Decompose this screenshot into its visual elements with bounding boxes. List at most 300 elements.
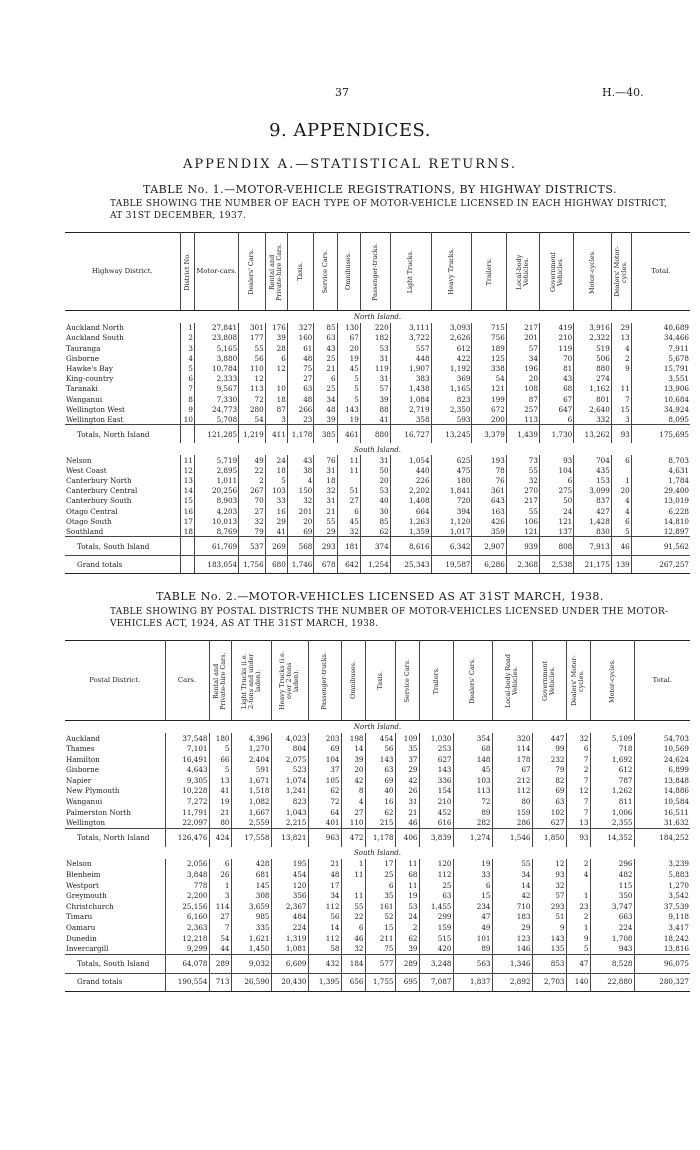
column-header: Local-body Road Vehicles. bbox=[492, 641, 532, 721]
cell-value: 34 bbox=[308, 891, 341, 902]
cell-value: 89 bbox=[453, 807, 492, 818]
cell-value: 25 bbox=[314, 384, 337, 394]
cell-value: 32 bbox=[566, 733, 590, 744]
cell-value: 150 bbox=[287, 486, 314, 496]
cell-value: 8,769 bbox=[194, 527, 238, 537]
cell-value: 160 bbox=[287, 333, 314, 343]
appendix-heading: APPENDIX A.—STATISTICAL RETURNS. bbox=[182, 157, 518, 172]
cell-value: 139 bbox=[611, 556, 631, 574]
column-header: Rental and Private-hire Cars. bbox=[209, 641, 231, 721]
document-reference: H.—40. bbox=[602, 86, 644, 99]
table-row bbox=[65, 944, 690, 955]
column-header: Dealers' Motor-cycles. bbox=[566, 641, 590, 721]
cell-value: 82 bbox=[532, 775, 566, 786]
cell-value: 81 bbox=[539, 364, 573, 374]
cell-value: 2,538 bbox=[539, 556, 573, 574]
cell-value: 31 bbox=[360, 374, 390, 384]
cell-value: 20,256 bbox=[194, 486, 238, 496]
column-header: Local-body Vehicles. bbox=[506, 233, 539, 311]
cell-value: 62 bbox=[395, 933, 419, 944]
table-row bbox=[65, 922, 690, 933]
cell-value: 57 bbox=[506, 343, 539, 353]
cell-value: 34 bbox=[506, 354, 539, 364]
cell-value: 159 bbox=[419, 922, 453, 933]
cell-value: 19 bbox=[453, 859, 492, 870]
cell-value: 1,192 bbox=[431, 364, 472, 374]
row-label: Tauranga bbox=[66, 343, 101, 353]
cell-value: 432 bbox=[308, 954, 341, 973]
cell-value: 10,013 bbox=[194, 517, 238, 527]
table-row bbox=[65, 506, 690, 516]
cell-value: 55 bbox=[341, 901, 365, 912]
cell-value: 19,587 bbox=[431, 556, 472, 574]
cell-value: 280 bbox=[239, 405, 266, 415]
cell-value: 678 bbox=[314, 556, 337, 574]
cell-value: 11 bbox=[395, 859, 419, 870]
cell-value: 25 bbox=[365, 869, 395, 880]
cell-value: 1 bbox=[566, 922, 590, 933]
cell-value: 424 bbox=[209, 828, 231, 847]
cell-value: 11 bbox=[611, 384, 631, 394]
cell-value: 104 bbox=[539, 466, 573, 476]
cell-value: 6,609 bbox=[271, 954, 308, 973]
table-row bbox=[65, 880, 690, 891]
cell-value: 56 bbox=[365, 744, 395, 755]
cell-value: 426 bbox=[472, 517, 506, 527]
row-label: Grand totals bbox=[65, 556, 180, 574]
cell-value: 3,417 bbox=[634, 922, 690, 933]
cell-value: 37,539 bbox=[634, 901, 690, 912]
table-row bbox=[65, 496, 690, 506]
cell-value: 475 bbox=[431, 466, 472, 476]
cell-value: 88 bbox=[360, 405, 390, 415]
cell-value: 26 bbox=[395, 786, 419, 797]
cell-value: 461 bbox=[337, 425, 360, 444]
cell-value: 1,408 bbox=[390, 496, 431, 506]
column-header: Heavy Trucks (i.e. over 2-tons laden). bbox=[271, 641, 308, 721]
cell-value: 9 bbox=[532, 922, 566, 933]
table-row bbox=[65, 374, 690, 384]
cell-value: 6,228 bbox=[631, 506, 690, 516]
cell-value: 67 bbox=[337, 333, 360, 343]
table-row bbox=[65, 343, 690, 353]
cell-value: 40 bbox=[360, 496, 390, 506]
cell-value: 680 bbox=[265, 556, 287, 574]
cell-value: 200 bbox=[472, 415, 506, 425]
cell-value: 7 bbox=[180, 384, 194, 394]
cell-value: 56 bbox=[308, 912, 341, 923]
cell-value: 135 bbox=[532, 944, 566, 955]
cell-value: 3 bbox=[180, 343, 194, 353]
cell-value: 2,363 bbox=[165, 922, 209, 933]
cell-value: 55 bbox=[239, 343, 266, 353]
cell-value: 78 bbox=[472, 466, 506, 476]
cell-value: 20 bbox=[341, 765, 365, 776]
cell-value: 125 bbox=[472, 354, 506, 364]
cell-value: 24 bbox=[395, 912, 419, 923]
column-header: District No. bbox=[180, 233, 194, 311]
cell-value: 756 bbox=[472, 333, 506, 343]
cell-value: 1,030 bbox=[419, 733, 453, 744]
cell-value: 269 bbox=[265, 537, 287, 556]
cell-value: 140 bbox=[566, 973, 590, 991]
cell-value: 1 bbox=[566, 891, 590, 902]
cell-value: 62 bbox=[360, 527, 390, 537]
cell-value: 523 bbox=[271, 765, 308, 776]
cell-value: 24 bbox=[539, 506, 573, 516]
cell-value: 2,215 bbox=[271, 818, 308, 829]
cell-value: 113 bbox=[453, 786, 492, 797]
cell-value: 64,078 bbox=[165, 954, 209, 973]
cell-value: 14 bbox=[180, 486, 194, 496]
table-row bbox=[65, 901, 690, 912]
cell-value: 31 bbox=[314, 496, 337, 506]
cell-value: 2 bbox=[180, 333, 194, 343]
table-row bbox=[65, 394, 690, 404]
cell-value: 7,101 bbox=[165, 744, 209, 755]
row-label: Thames bbox=[66, 744, 95, 754]
row-label: Oamaru bbox=[66, 922, 96, 932]
row-label: Nelson bbox=[66, 859, 92, 869]
cell-value: 823 bbox=[271, 797, 308, 808]
cell-value: 234 bbox=[453, 901, 492, 912]
cell-value: 224 bbox=[590, 922, 634, 933]
cell-value: 2 bbox=[239, 476, 266, 486]
cell-value: 8,095 bbox=[631, 415, 690, 425]
cell-value: 114 bbox=[209, 901, 231, 912]
cell-value: 41 bbox=[209, 786, 231, 797]
cell-value: 1,054 bbox=[390, 455, 431, 465]
cell-value: 939 bbox=[506, 537, 539, 556]
cell-value: 6 bbox=[539, 476, 573, 486]
cell-value: 114 bbox=[492, 744, 532, 755]
column-header: Total. bbox=[634, 641, 690, 721]
table-row bbox=[65, 415, 690, 425]
cell-value: 19 bbox=[337, 354, 360, 364]
cell-value: 35 bbox=[395, 744, 419, 755]
cell-value: 193 bbox=[472, 455, 506, 465]
cell-value: 4,023 bbox=[271, 733, 308, 744]
cell-value: 299 bbox=[419, 912, 453, 923]
cell-value: 43 bbox=[314, 343, 337, 353]
column-header: Government Vehicles. bbox=[539, 233, 573, 311]
cell-value: 15 bbox=[611, 405, 631, 415]
cell-value: 625 bbox=[431, 455, 472, 465]
cell-value: 20 bbox=[360, 476, 390, 486]
cell-value: 22 bbox=[341, 912, 365, 923]
cell-value: 148 bbox=[453, 754, 492, 765]
row-label: Auckland South bbox=[66, 333, 124, 343]
cell-value: 38 bbox=[287, 466, 314, 476]
cell-value: 32 bbox=[239, 517, 266, 527]
cell-value: 2,355 bbox=[590, 818, 634, 829]
cell-value: 2 bbox=[395, 922, 419, 933]
cell-value: 4 bbox=[611, 506, 631, 516]
cell-value: 1,730 bbox=[539, 425, 573, 444]
cell-value: 335 bbox=[231, 922, 271, 933]
cell-value: 612 bbox=[431, 343, 472, 353]
cell-value: 198 bbox=[341, 733, 365, 744]
cell-value: 3,747 bbox=[590, 901, 634, 912]
cell-value: 7 bbox=[566, 775, 590, 786]
cell-value: 5,708 bbox=[194, 415, 238, 425]
section-label: South Island. bbox=[353, 445, 402, 454]
table-row bbox=[65, 517, 690, 527]
cell-value: 39 bbox=[395, 944, 419, 955]
cell-value: 6 bbox=[180, 374, 194, 384]
table-row bbox=[65, 527, 690, 537]
cell-value: 23,808 bbox=[194, 333, 238, 343]
cell-value: 57 bbox=[532, 891, 566, 902]
cell-value: 720 bbox=[431, 496, 472, 506]
table-row bbox=[65, 912, 690, 923]
cell-value: 143 bbox=[337, 405, 360, 415]
cell-value: 5 bbox=[337, 384, 360, 394]
cell-value: 9 bbox=[566, 933, 590, 944]
cell-value: 672 bbox=[472, 405, 506, 415]
cell-value: 2,404 bbox=[231, 754, 271, 765]
cell-value: 70 bbox=[239, 496, 266, 506]
cell-value: 1,438 bbox=[390, 384, 431, 394]
cell-value: 6 bbox=[337, 506, 360, 516]
cell-value: 4,203 bbox=[194, 506, 238, 516]
cell-value: 12 bbox=[532, 859, 566, 870]
cell-value: 72 bbox=[239, 394, 266, 404]
row-label: Southland bbox=[66, 526, 104, 536]
cell-value: 1,120 bbox=[431, 517, 472, 527]
cell-value: 4 bbox=[180, 354, 194, 364]
cell-value: 93 bbox=[566, 828, 590, 847]
cell-value: 62 bbox=[365, 807, 395, 818]
cell-value: 11 bbox=[341, 891, 365, 902]
cell-value: 7 bbox=[566, 807, 590, 818]
section-label: North Island. bbox=[353, 723, 402, 732]
cell-value: 401 bbox=[308, 818, 341, 829]
cell-value: 13 bbox=[611, 333, 631, 343]
cell-value: 43 bbox=[539, 374, 573, 384]
cell-value: 9 bbox=[611, 364, 631, 374]
cell-value: 32 bbox=[532, 880, 566, 891]
cell-value: 181 bbox=[337, 537, 360, 556]
cell-value: 361 bbox=[472, 486, 506, 496]
cell-value: 6 bbox=[365, 880, 395, 891]
column-header: Heavy Trucks. bbox=[431, 233, 472, 311]
cell-value: 34,466 bbox=[631, 333, 690, 343]
cell-value: 282 bbox=[453, 818, 492, 829]
cell-value: 9,299 bbox=[165, 944, 209, 955]
table-row bbox=[65, 891, 690, 902]
cell-value: 406 bbox=[395, 828, 419, 847]
cell-value: 6,342 bbox=[431, 537, 472, 556]
row-label: Wanganui bbox=[66, 394, 103, 404]
cell-value: 20 bbox=[506, 374, 539, 384]
cell-value: 801 bbox=[574, 394, 612, 404]
cell-value: 76 bbox=[314, 455, 337, 465]
cell-value: 182 bbox=[360, 333, 390, 343]
cell-value: 112 bbox=[419, 869, 453, 880]
column-header: Passenger-trucks. bbox=[360, 233, 390, 311]
cell-value: 85 bbox=[314, 323, 337, 333]
cell-value: 4 bbox=[287, 476, 314, 486]
cell-value: 681 bbox=[231, 869, 271, 880]
cell-value: 211 bbox=[365, 933, 395, 944]
cell-value: 30 bbox=[360, 506, 390, 516]
cell-value: 642 bbox=[337, 556, 360, 574]
cell-value: 37 bbox=[308, 765, 341, 776]
cell-value: 704 bbox=[574, 455, 612, 465]
cell-value: 105 bbox=[308, 775, 341, 786]
cell-value: 80 bbox=[492, 797, 532, 808]
cell-value: 34 bbox=[492, 869, 532, 880]
cell-value: 612 bbox=[590, 765, 634, 776]
table-row bbox=[65, 933, 690, 944]
cell-value: 108 bbox=[506, 384, 539, 394]
table-row bbox=[65, 476, 690, 486]
table-row bbox=[65, 797, 690, 808]
cell-value: 119 bbox=[539, 343, 573, 353]
cell-value: 62 bbox=[308, 786, 341, 797]
cell-value: 63 bbox=[365, 765, 395, 776]
cell-value: 1,837 bbox=[453, 973, 492, 991]
cell-value: 113 bbox=[506, 415, 539, 425]
column-header: Trailers. bbox=[419, 641, 453, 721]
cell-value: 695 bbox=[395, 973, 419, 991]
cell-value: 506 bbox=[574, 354, 612, 364]
cell-value: 7 bbox=[566, 754, 590, 765]
cell-value: 274 bbox=[574, 374, 612, 384]
cell-value: 53 bbox=[395, 901, 419, 912]
column-header: Service Cars. bbox=[314, 233, 337, 311]
cell-value: 137 bbox=[539, 527, 573, 537]
cell-value: 69 bbox=[365, 775, 395, 786]
cell-value: 52 bbox=[365, 912, 395, 923]
cell-value: 46 bbox=[341, 933, 365, 944]
cell-value: 126,476 bbox=[165, 828, 209, 847]
cell-value: 189 bbox=[472, 343, 506, 353]
cell-value: 568 bbox=[287, 537, 314, 556]
cell-value: 563 bbox=[453, 954, 492, 973]
cell-value: 713 bbox=[209, 973, 231, 991]
cell-value: 1,850 bbox=[532, 828, 566, 847]
cell-value: 3 bbox=[265, 415, 287, 425]
cell-value: 11 bbox=[341, 869, 365, 880]
cell-value: 154 bbox=[419, 786, 453, 797]
cell-value: 1,395 bbox=[308, 973, 341, 991]
cell-value: 20 bbox=[611, 486, 631, 496]
table-row bbox=[65, 869, 690, 880]
column-header: Total. bbox=[631, 233, 690, 311]
table-row bbox=[65, 859, 690, 870]
cell-value: 190,554 bbox=[165, 973, 209, 991]
cell-value: 143 bbox=[419, 765, 453, 776]
cell-value: 2,368 bbox=[506, 556, 539, 574]
cell-value: 3 bbox=[209, 891, 231, 902]
cell-value: 14,886 bbox=[634, 786, 690, 797]
cell-value: 338 bbox=[472, 364, 506, 374]
cell-value: 4 bbox=[611, 496, 631, 506]
cell-value: 4 bbox=[566, 869, 590, 880]
cell-value: 1,755 bbox=[365, 973, 395, 991]
cell-value: 25,343 bbox=[390, 556, 431, 574]
cell-value: 1,017 bbox=[431, 527, 472, 537]
cell-value: 68 bbox=[453, 744, 492, 755]
table-row bbox=[65, 754, 690, 765]
cell-value: 143 bbox=[532, 933, 566, 944]
cell-value bbox=[180, 537, 194, 556]
cell-value: 217 bbox=[506, 496, 539, 506]
column-header: Cars. bbox=[165, 641, 209, 721]
table1 bbox=[65, 232, 690, 574]
cell-value: 55 bbox=[492, 859, 532, 870]
cell-value: 161 bbox=[365, 901, 395, 912]
cell-value: 106 bbox=[506, 517, 539, 527]
cell-value: 6 bbox=[265, 354, 287, 364]
cell-value: 121,285 bbox=[194, 425, 238, 444]
row-label: Auckland North bbox=[66, 323, 124, 333]
cell-value: 146 bbox=[492, 944, 532, 955]
cell-value: 3,551 bbox=[631, 374, 690, 384]
cell-value: 13 bbox=[180, 476, 194, 486]
cell-value: 1,006 bbox=[590, 807, 634, 818]
cell-value: 46 bbox=[395, 818, 419, 829]
cell-value: 63 bbox=[314, 333, 337, 343]
cell-value: 880 bbox=[360, 425, 390, 444]
cell-value: 3,111 bbox=[390, 323, 431, 333]
cell-value: 15,791 bbox=[631, 364, 690, 374]
cell-value: 55 bbox=[314, 517, 337, 527]
cell-value: 53 bbox=[360, 486, 390, 496]
cell-value: 663 bbox=[590, 912, 634, 923]
cell-value: 29 bbox=[265, 517, 287, 527]
cell-value: 1,671 bbox=[231, 775, 271, 786]
cell-value: 472 bbox=[341, 828, 365, 847]
cell-value: 804 bbox=[271, 744, 308, 755]
cell-value: 10,784 bbox=[194, 364, 238, 374]
cell-value: 270 bbox=[506, 486, 539, 496]
cell-value: 519 bbox=[574, 343, 612, 353]
cell-value: 13,262 bbox=[574, 425, 612, 444]
cell-value: 113 bbox=[239, 384, 266, 394]
table2-title: TABLE No. 2.—MOTOR-VEHICLES LICENSED AS AT 31ST MARCH, 1938. bbox=[156, 590, 604, 603]
cell-value: 18,242 bbox=[634, 933, 690, 944]
cell-value: 18 bbox=[314, 476, 337, 486]
cell-value: 39 bbox=[341, 754, 365, 765]
cell-value: 153 bbox=[574, 476, 612, 486]
cell-value: 93 bbox=[539, 455, 573, 465]
cell-value: 2 bbox=[611, 354, 631, 364]
cell-value: 787 bbox=[590, 775, 634, 786]
cell-value: 15 bbox=[180, 496, 194, 506]
cell-value: 2,703 bbox=[532, 973, 566, 991]
cell-value: 34 bbox=[314, 394, 337, 404]
cell-value: 45 bbox=[453, 765, 492, 776]
row-label: Napier bbox=[66, 775, 92, 785]
cell-value: 1,784 bbox=[631, 476, 690, 486]
cell-value: 2,202 bbox=[390, 486, 431, 496]
cell-value: 275 bbox=[539, 486, 573, 496]
cell-value: 159 bbox=[492, 807, 532, 818]
cell-value: 19 bbox=[337, 415, 360, 425]
cell-value: 1,082 bbox=[231, 797, 271, 808]
cell-value: 39 bbox=[314, 415, 337, 425]
row-label: Otago South bbox=[66, 516, 112, 526]
cell-value: 85 bbox=[360, 517, 390, 527]
cell-value: 296 bbox=[590, 859, 634, 870]
cell-value: 25 bbox=[314, 354, 337, 364]
cell-value: 656 bbox=[341, 973, 365, 991]
cell-value: 37,548 bbox=[165, 733, 209, 744]
cell-value: 293 bbox=[532, 901, 566, 912]
